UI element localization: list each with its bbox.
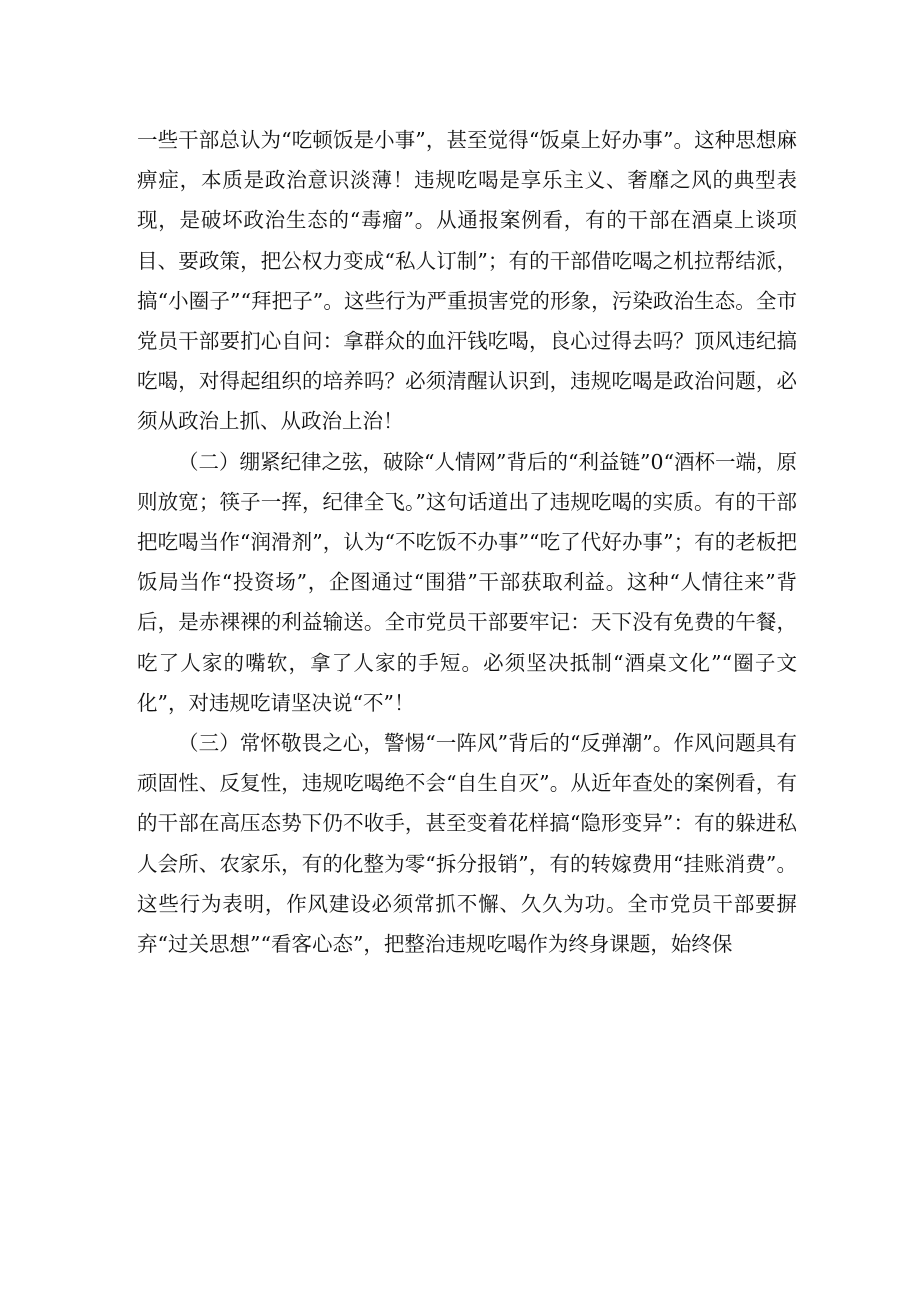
body-text <box>137 120 797 964</box>
paragraph-3: （三）常怀敬畏之心，警惕“一阵风”背后的“反弹潮”。作风问题具有顽固性、反复性，违规吃喝绝不会“自生自灭”。从近年查处的案例看，有的干部在高压态势下仍不收手，甚至变着花样搞“隐形变异”：有的躲进私人会所、农家乐，有的化整为零“拆分报销”，有的转嫁费用“挂账消费”。这些行为表明，作风建设必须常抓不懈、久久为功。全市党员干部要摒弃“过关思想”“看客心态”，把整治违规吃喝作为终身课题，始终保 <box>137 731 797 957</box>
paragraph-2: （二）绷紧纪律之弦，破除“人情网”背后的“利益链”0“酒杯一端，原则放宽；筷子一挥，纪律全飞。”这句话道出了违规吃喝的实质。有的干部把吃喝当作“润滑剂”，认为“不吃饭不办事”“吃了代好办事”；有的老板把饭局当作“投资场”，企图通过“围猎”干部获取利益。这种“人情往来”背后，是赤裸裸的利益输送。全市党员干部要牢记：天下没有免费的午餐，吃了人家的嘴软，拿了人家的手短。必须坚决抵制“酒桌文化”“圈子文化”，对违规吃请坚决说“不”！ <box>137 449 797 715</box>
paragraph-1: 一些干部总认为“吃顿饭是小事”，甚至觉得“饭桌上好办事”。这种思想麻痹症，本质是政治意识淡薄！违规吃喝是享乐主义、奢靡之风的典型表现，是破坏政治生态的“毒瘤”。从通报案例看，有的干部在酒桌上谈项目、要政策，把公权力变成“私人订制”；有的干部借吃喝之机拉帮结派，搞“小圈子”“拜把子”。这些行为严重损害党的形象，污染政治生态。全市党员干部要扪心自问：拿群众的血汗钱吃喝，良心过得去吗？顶风违纪搞吃喝，对得起组织的培养吗？必须清醒认识到，违规吃喝是政治问题，必须从政治上抓、从政治上治！ <box>137 128 797 434</box>
